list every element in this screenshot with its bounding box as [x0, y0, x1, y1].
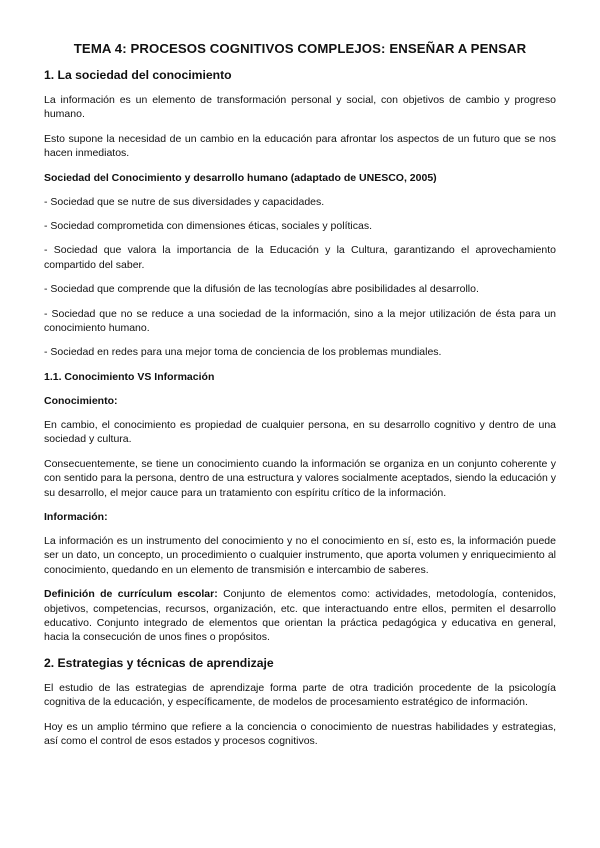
- conocimiento-label: Conocimiento:: [44, 394, 118, 407]
- list-item: - Sociedad que no se reduce a una sociedad de la información, sino a la mejor utilización de ésta para un conocimiento humano.: [44, 307, 556, 335]
- unesco-subheading: Sociedad del Conocimiento y desarrollo humano (adaptado de UNESCO, 2005): [44, 171, 437, 184]
- list-item: - Sociedad que valora la importancia de la Educación y la Cultura, garantizando el aprovechamiento compartido del saber.: [44, 244, 556, 271]
- list-item: - Sociedad que se nutre de sus diversidades y capacidades.: [44, 195, 325, 208]
- informacion-label: Información:: [44, 510, 108, 523]
- curriculum-label: Definición de currículum escolar:: [44, 588, 218, 601]
- list-item: - Sociedad que comprende que la difusión de las tecnologías abre posibilidades al desarrollo.: [44, 283, 479, 296]
- conocimiento-paragraph-1: En cambio, el conocimiento es propiedad de cualquier persona, en su desarrollo cognitivo y dentro de una sociedad y cultura.: [44, 418, 556, 446]
- list-item: - Sociedad en redes para una mejor toma de conciencia de los problemas mundiales.: [44, 346, 442, 359]
- section-2-heading: 2. Estrategias y técnicas de aprendizaje: [44, 655, 274, 670]
- section-1-paragraph-1: La información es un elemento de transformación personal y social, con objetivos de cambio y progreso humano.: [44, 94, 556, 121]
- section-2-paragraph-1: El estudio de las estrategias de aprendizaje forma parte de otra tradición procedente de la psicología cognitiva de la educación, y específicamente, de modelos de procesamiento estratégico de información.: [44, 681, 556, 709]
- section-2-paragraph-2: Hoy es un amplio término que refiere a la conciencia o conocimiento de nuestras habilidades y estrategias, así como el control de esos estados y procesos cognitivos.: [44, 720, 556, 747]
- conocimiento-paragraph-2: Consecuentemente, se tiene un conocimiento cuando la información se organiza en un conjunto coherente y con sentido para la persona, dentro de una estructura y valores socialmente aceptados, siendo la educación y su desarrollo, el mejor cauce para un tratamiento con espíritu crítico de la información.: [44, 457, 556, 499]
- curriculum-text: Conjunto de elementos como: actividades, metodología, contenidos, objetivos, competencias, recursos, organización, etc. que interactuando entre ellos, permiten el desarrollo educativo. Conjunto integrado de elementos que orientan la práctica pedagógica y educativa en general, hacia la consecución de unos fines o propósitos.: [44, 588, 557, 644]
- section-1-paragraph-2: Esto supone la necesidad de un cambio en la educación para afrontar los aspectos de un futuro que se nos hacen inmediatos.: [44, 132, 556, 160]
- section-1-1-heading: 1.1. Conocimiento VS Información: [44, 370, 215, 383]
- list-item: - Sociedad comprometida con dimensiones éticas, sociales y políticas.: [44, 220, 372, 233]
- informacion-paragraph-1: La información es un instrumento del conocimiento y no el conocimiento en sí, esto es, la información puede ser un dato, un concepto, un procedimiento o cualquier instrumento, que aporta volumen y enriquecimiento al conocimiento, quedando en un elemento de transmisión e intercambio de saberes.: [44, 534, 556, 576]
- curriculum-definition: [44, 587, 556, 645]
- section-1-heading: 1. La sociedad del conocimiento: [44, 68, 232, 82]
- document-title: TEMA 4: PROCESOS COGNITIVOS COMPLEJOS: ENSEÑAR A PENSAR: [73, 41, 527, 56]
